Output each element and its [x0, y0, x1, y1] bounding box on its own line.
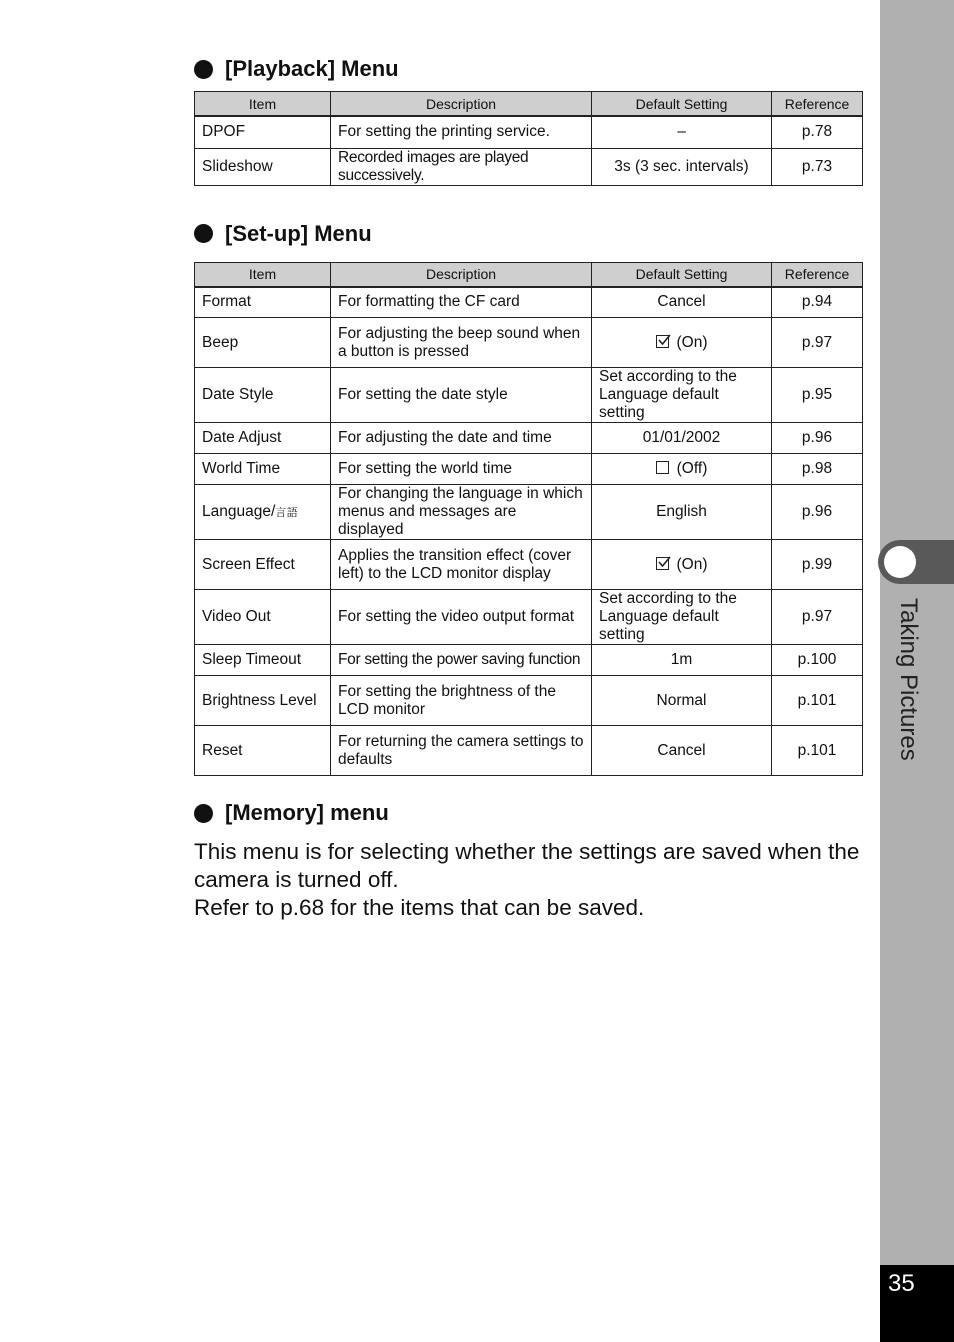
table-row: [195, 454, 863, 485]
row-description: For adjusting the beep sound when a button is pressed: [331, 318, 592, 368]
table-row: [195, 368, 863, 423]
row-default: Set according to the Language default setting: [592, 590, 772, 645]
row-description: Recorded images are played successively.: [331, 148, 592, 185]
row-default: Cancel: [592, 726, 772, 776]
table-row: [195, 645, 863, 676]
header-item: Item: [195, 262, 331, 287]
bullet-icon: [194, 224, 213, 243]
row-reference: p.78: [772, 116, 863, 148]
header-item: Item: [195, 92, 331, 117]
memory-menu-heading: [194, 798, 862, 828]
chapter-tab: [878, 540, 954, 584]
row-default: 01/01/2002: [592, 423, 772, 454]
table-row: [195, 590, 863, 645]
table-row: [195, 676, 863, 726]
bullet-icon: [194, 60, 213, 79]
table-header-row: [195, 262, 863, 287]
row-default: [592, 454, 772, 485]
row-default: Set according to the Language default setting: [592, 368, 772, 423]
row-description: For setting the brightness of the LCD monitor: [331, 676, 592, 726]
row-description: For setting the date style: [331, 368, 592, 423]
setup-menu-title: [Set-up] Menu: [225, 220, 372, 246]
row-reference: p.73: [772, 148, 863, 185]
row-description: Applies the transition effect (cover left) to the LCD monitor display: [331, 540, 592, 590]
table-row: [195, 318, 863, 368]
row-reference: p.96: [772, 423, 863, 454]
checked-checkbox-icon: [656, 557, 669, 570]
playback-menu-table: [194, 91, 863, 186]
screen-effect-default-value: (On): [676, 555, 708, 573]
row-default: [592, 540, 772, 590]
row-item: Slideshow: [195, 148, 331, 185]
row-reference: p.96: [772, 485, 863, 540]
language-item-label: Language/: [202, 502, 276, 520]
row-reference: p.97: [772, 318, 863, 368]
row-item: Screen Effect: [195, 540, 331, 590]
row-item: Beep: [195, 318, 331, 368]
page-content: [194, 54, 862, 922]
row-reference: p.100: [772, 645, 863, 676]
row-description: For returning the camera settings to defaults: [331, 726, 592, 776]
checked-checkbox-icon: [656, 335, 669, 348]
row-item: [195, 485, 331, 540]
table-row: [195, 485, 863, 540]
row-reference: p.98: [772, 454, 863, 485]
row-default: 1m: [592, 645, 772, 676]
memory-menu-description: [194, 838, 862, 922]
row-item: Brightness Level: [195, 676, 331, 726]
row-item: Date Style: [195, 368, 331, 423]
bullet-icon: [194, 804, 213, 823]
row-description: For formatting the CF card: [331, 287, 592, 318]
row-reference: p.97: [772, 590, 863, 645]
language-cjk-label: 言語: [275, 506, 299, 519]
table-row: [195, 148, 863, 185]
page-number: 35: [888, 1270, 915, 1297]
header-description: Description: [331, 262, 592, 287]
row-item: World Time: [195, 454, 331, 485]
row-description: For adjusting the date and time: [331, 423, 592, 454]
row-description: For setting the printing service.: [331, 116, 592, 148]
row-reference: p.95: [772, 368, 863, 423]
playback-menu-heading: [194, 54, 862, 84]
row-item: Sleep Timeout: [195, 645, 331, 676]
header-reference: Reference: [772, 262, 863, 287]
row-default: Cancel: [592, 287, 772, 318]
header-default-setting: Default Setting: [592, 262, 772, 287]
row-description: For setting the video output format: [331, 590, 592, 645]
row-description: For changing the language in which menus and messages are displayed: [331, 485, 592, 540]
row-item: Video Out: [195, 590, 331, 645]
row-default: Normal: [592, 676, 772, 726]
row-reference: p.99: [772, 540, 863, 590]
row-default: –: [592, 116, 772, 148]
row-default: [592, 318, 772, 368]
table-row: [195, 423, 863, 454]
row-default: 3s (3 sec. intervals): [592, 148, 772, 185]
world-time-default-value: (Off): [676, 460, 708, 477]
chapter-circle-icon: [884, 546, 916, 578]
header-default-setting: Default Setting: [592, 92, 772, 117]
row-reference: p.101: [772, 676, 863, 726]
unchecked-checkbox-icon: [656, 461, 669, 474]
row-item: Format: [195, 287, 331, 318]
memory-description-line-1: This menu is for selecting whether the settings are saved when the camera is turned off.: [194, 839, 860, 892]
playback-menu-title: [Playback] Menu: [225, 56, 399, 81]
row-reference: p.101: [772, 726, 863, 776]
header-reference: Reference: [772, 92, 863, 117]
memory-menu-title: [Memory] menu: [225, 800, 389, 825]
header-description: Description: [331, 92, 592, 117]
row-item: Reset: [195, 726, 331, 776]
table-row: [195, 540, 863, 590]
row-default: English: [592, 485, 772, 540]
table-row: [195, 116, 863, 148]
row-item: DPOF: [195, 116, 331, 148]
row-item: Date Adjust: [195, 423, 331, 454]
chapter-title: Taking Pictures: [895, 598, 922, 761]
setup-menu-table: [194, 262, 863, 777]
setup-menu-heading: [194, 219, 862, 249]
row-description: For setting the world time: [331, 454, 592, 485]
row-description: For setting the power saving function: [331, 645, 592, 676]
row-reference: p.94: [772, 287, 863, 318]
table-row: [195, 287, 863, 318]
memory-description-line-2: Refer to p.68 for the items that can be saved.: [194, 895, 645, 920]
beep-default-value: (On): [676, 333, 708, 351]
table-row: [195, 726, 863, 776]
table-header-row: [195, 92, 863, 117]
